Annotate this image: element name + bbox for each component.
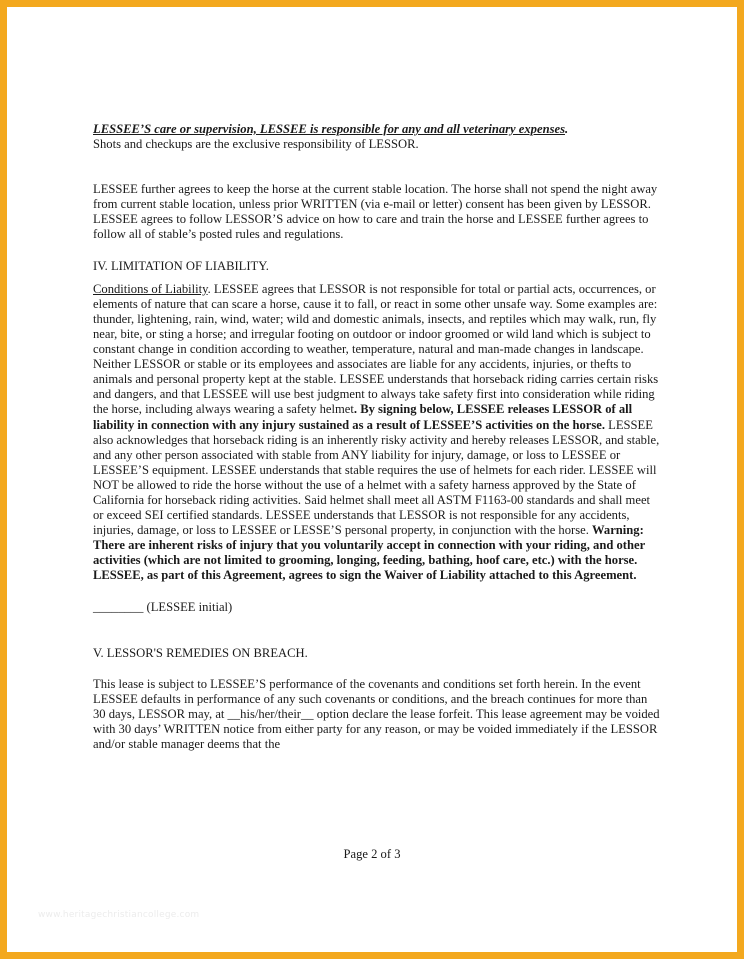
spacer <box>93 615 663 646</box>
spacer <box>93 274 663 282</box>
lessee-initial-line: ________ (LESSEE initial) <box>93 599 233 614</box>
paragraph-stable-location: LESSEE further agrees to keep the horse at the current stable location. The horse shall not spend the night away from current stable location, unless prior WRITTEN (via e-mail or letter) consent has been given by LESSOR. LESSEE agrees to follow LESSOR’S advice on how to care and train the horse and LESSEE further agrees to follow all of stable’s posted rules and regulations. <box>93 182 658 242</box>
watermark: www.heritagechristiancollege.com <box>38 910 200 920</box>
liability-bold-1: . By signing below, LESSEE releases LESSOR of all liability in connection with any injury sustained as a result of LESSEE’S activities on the horse. <box>93 402 633 432</box>
conditions-of-liability-subtitle: Conditions of Liability <box>93 281 208 296</box>
liability-warning: Warning: There are inherent risks of injury that you voluntarily accept in connection with your riding, and other activities (which are not limited to grooming, longing, feeding, bathing, hoof care, etc.) with the horse. LESSEE, as part of this Agreement, agrees to sign the Waiver of Liability attached to this Agreement. <box>93 523 645 583</box>
paragraph-remedies: This lease is subject to LESSEE’S performance of the covenants and conditions set forth herein. In the event LESSEE defaults in performance of any such covenants or conditions, and the breach continues for more than 30 days, LESSOR may, at __his/her/their__ option declare the lease forfeit. This lease agreement may be voided with 30 days’ WRITTEN notice from either party for any reason, or may be voided immediately if the LESSOR and/or stable manager deems that the <box>93 676 660 752</box>
paragraph-liability <box>93 282 663 584</box>
spacer <box>93 152 663 182</box>
veterinary-clause-rest: Shots and checkups are the exclusive responsibility of LESSOR. <box>93 137 419 152</box>
veterinary-clause-period: . <box>564 122 569 136</box>
veterinary-clause-emphasis: LESSEE’S care or supervision, LESSEE is responsible for any and all veterinary expenses <box>93 122 565 136</box>
page-number: Page 2 of 3 <box>343 847 401 861</box>
liability-text-1: . LESSEE agrees that LESSOR is not responsible for total or partial acts, occurrences, or elements of nature that can scare a horse, cause it to fall, or react in some other unsafe way. Some examples are: thunder, lightening, rain, wind, water; wild and domestic animals, insects, and reptiles which may walk, run, fly near, bite, or sting a horse; and irregular footing on outdoor or indoor groomed or wild land which is subject to constant change in condition according to weather, temperature, natural and man-made changes in landscape. Neither LESSOR or stable or its employees and associates are liable for any accidents, injuries, or thefts to animals and personal property kept at the stable. LESSEE understands that horseback riding carries certain risks and dangers, and that LESSEE will use best judgment to always take safety first into consideration while riding the horse, including always wearing a safety helmet <box>93 281 659 417</box>
paragraph-veterinary <box>93 122 663 152</box>
document-body <box>93 122 663 752</box>
spacer <box>93 243 663 259</box>
liability-text-2: LESSEE also acknowledges that horseback riding is an inherently risky activity and hereby releases LESSOR, and stable, and any other person associated with stable from ANY liability for injury, damage, or loss to LESSEE or LESSEE’S equipment. LESSEE understands that stable requires the use of helmets for each rider. LESSEE will NOT be allowed to ride the horse without the use of a helmet with a safety harness approved by the State of California for horseback riding activities. Said helmet shall meet all ASTM F1163-00 standards and shall meet or exceed SEI certified standards. LESSEE understands that LESSOR is not responsible for any accidents, injuries, damage, or loss to LESSEE or LESSE’S personal property, in conjunction with the horse. <box>93 417 660 538</box>
section-v-heading: V. LESSOR'S REMEDIES ON BREACH. <box>93 645 308 660</box>
spacer <box>93 661 663 677</box>
spacer <box>93 584 663 600</box>
section-iv-heading: IV. LIMITATION OF LIABILITY. <box>93 258 269 273</box>
